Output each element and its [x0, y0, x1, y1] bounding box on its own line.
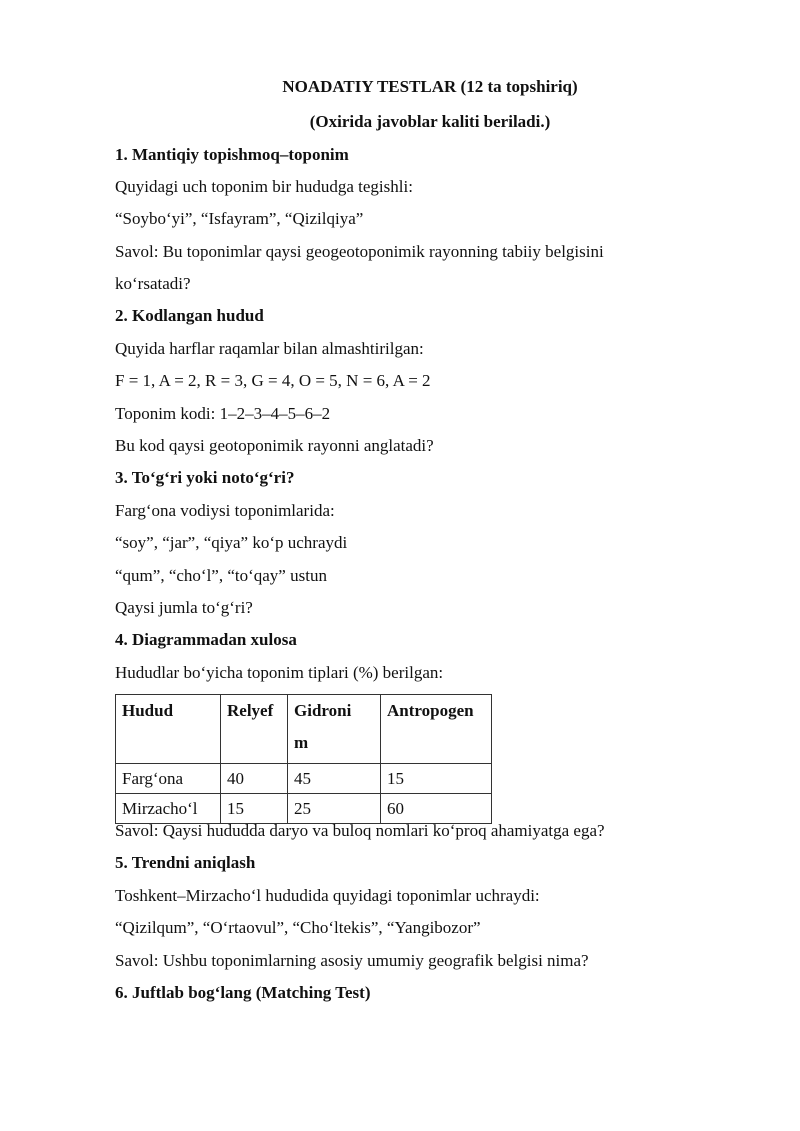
q1-line-2: “Soybo‘yi”, “Isfayram”, “Qizilqiya” — [115, 209, 364, 228]
q2-line-3: Toponim kodi: 1–2–3–4–5–6–2 — [115, 404, 331, 423]
q2-line-2: F = 1, A = 2, R = 3, G = 4, O = 5, N = 6, A = 2 — [115, 371, 431, 390]
table-header-cell — [288, 695, 381, 764]
toponym-types-table — [115, 694, 492, 824]
q4-heading: 4. Diagrammadan xulosa — [115, 630, 297, 649]
document-subtitle: (Oxirida javoblar kaliti beriladi.) — [309, 112, 551, 131]
q3-line-2: “soy”, “jar”, “qiya” ko‘p uchraydi — [115, 533, 348, 552]
q2-line-4: Bu kod qaysi geotoponimik rayonni anglatadi? — [115, 436, 434, 455]
document-title: NOADATIY TESTLAR (12 ta topshiriq) — [282, 77, 578, 96]
q1-line-1: Quyidagi uch toponim bir hududga tegishli: — [115, 177, 413, 196]
q5-heading: 5. Trendni aniqlash — [115, 853, 256, 872]
table-cell: 25 — [288, 794, 381, 824]
q5-line-1: Toshkent–Mirzacho‘l hududida quyidagi toponimlar uchraydi: — [115, 886, 540, 905]
table-header-text: Gidroni — [294, 701, 352, 720]
q5-line-2: “Qizilqum”, “O‘rtaovul”, “Cho‘ltekis”, “Yangibozor” — [115, 918, 481, 937]
q1-heading: 1. Mantiqiy topishmoq–toponim — [115, 145, 349, 164]
table-cell: Farg‘ona — [116, 764, 221, 794]
table-header-row — [116, 695, 492, 764]
q1-line-3: Savol: Bu toponimlar qaysi geogeotoponimik rayonning tabiiy belgisini — [115, 242, 604, 261]
table-row — [116, 764, 492, 794]
q6-heading: 6. Juftlab bog‘lang (Matching Test) — [115, 983, 371, 1002]
table-header-cell: Relyef — [221, 695, 288, 764]
q3-line-4: Qaysi jumla to‘g‘ri? — [115, 598, 253, 617]
table-cell: 40 — [221, 764, 288, 794]
q4-line-1: Hududlar bo‘yicha toponim tiplari (%) berilgan: — [115, 663, 444, 682]
q1-line-4: ko‘rsatadi? — [115, 274, 191, 293]
table-header-cell: Antropogen — [381, 695, 492, 764]
table-cell: 15 — [381, 764, 492, 794]
q3-line-3: “qum”, “cho‘l”, “to‘qay” ustun — [115, 566, 327, 585]
table-cell: 45 — [288, 764, 381, 794]
q4-line-2: Savol: Qaysi hududda daryo va buloq nomlari ko‘proq ahamiyatga ega? — [115, 821, 605, 840]
table-cell: Mirzacho‘l — [116, 794, 221, 824]
table-cell: 15 — [221, 794, 288, 824]
q3-heading: 3. To‘g‘ri yoki noto‘g‘ri? — [115, 468, 295, 487]
table-header-text: m — [294, 733, 309, 752]
table-cell: 60 — [381, 794, 492, 824]
q5-line-3: Savol: Ushbu toponimlarning asosiy umumiy geografik belgisi nima? — [115, 951, 589, 970]
table-row — [116, 794, 492, 824]
q2-line-1: Quyida harflar raqamlar bilan almashtirilgan: — [115, 339, 424, 358]
q3-line-1: Farg‘ona vodiysi toponimlarida: — [115, 501, 335, 520]
table-header-cell: Hudud — [116, 695, 221, 764]
q2-heading: 2. Kodlangan hudud — [115, 306, 264, 325]
